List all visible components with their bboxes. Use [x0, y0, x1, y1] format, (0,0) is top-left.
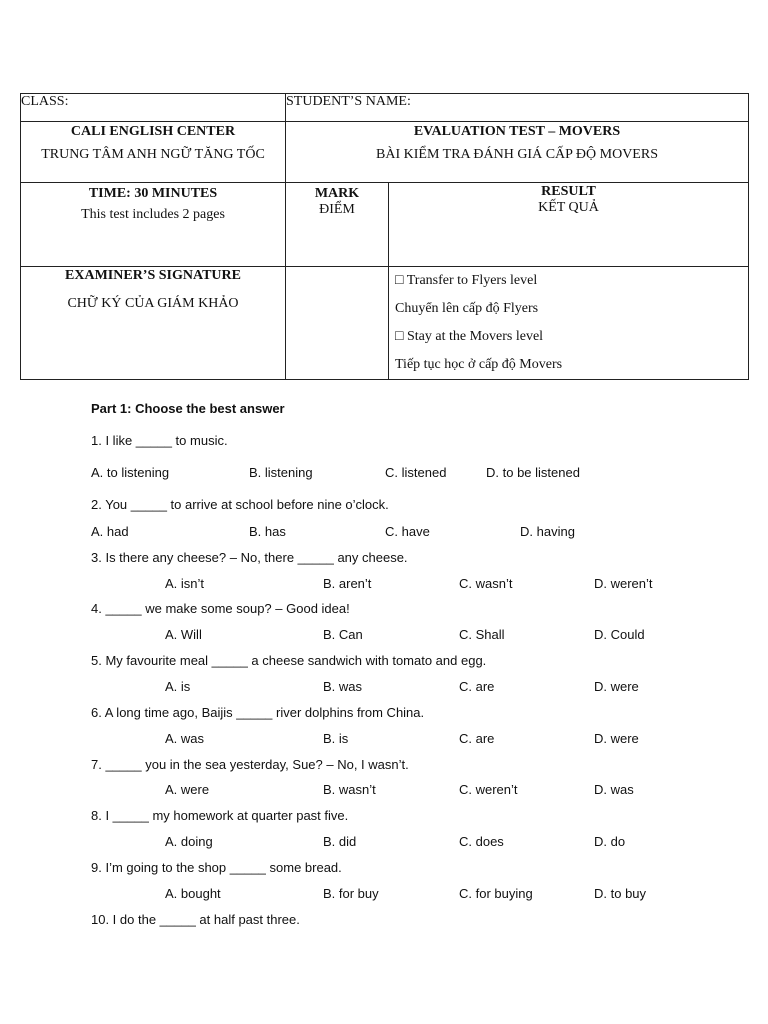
- result-cell: [389, 183, 749, 267]
- student-name-label: STUDENT’S NAME:: [286, 94, 411, 109]
- question-7: 7. _____ you in the sea yesterday, Sue? – No, I wasn’t.: [91, 757, 409, 772]
- q8-option-d[interactable]: D. do: [594, 834, 626, 849]
- q3-option-b[interactable]: B. aren’t: [323, 576, 372, 591]
- center-cell: [21, 122, 286, 183]
- q6-option-b[interactable]: B. is: [323, 731, 349, 746]
- time-limit: TIME: 30 MINUTES: [88, 186, 218, 201]
- result-options-cell: [389, 267, 749, 380]
- q1-option-c[interactable]: C. listened: [385, 465, 447, 480]
- mark-cell: [286, 183, 389, 267]
- question-6: 6. A long time ago, Baijis _____ river dolphins from China.: [91, 705, 425, 720]
- test-title-vi: BÀI KIỂM TRA ĐÁNH GIÁ CẤP ĐỘ MOVERS: [376, 147, 658, 162]
- time-cell: [21, 183, 286, 267]
- mark-label-en: MARK: [314, 186, 360, 201]
- question-9: 9. I’m going to the shop _____ some bread.: [91, 860, 342, 875]
- checkbox-icon: □: [395, 329, 404, 344]
- q5-option-b[interactable]: B. was: [323, 679, 363, 694]
- question-8: 8. I _____ my homework at quarter past five.: [91, 808, 349, 823]
- mark-label-vi: ĐIỂM: [319, 202, 355, 217]
- examiner-cell: [21, 267, 286, 380]
- question-3: 3. Is there any cheese? – No, there _____ any cheese.: [91, 550, 408, 565]
- option-transfer-vi: Chuyển lên cấp độ Flyers: [395, 301, 539, 316]
- question-10: 10. I do the _____ at half past three.: [91, 912, 300, 927]
- option-stay-vi: Tiếp tục học ở cấp độ Movers: [395, 357, 563, 372]
- q5-option-d[interactable]: D. were: [594, 679, 639, 694]
- result-label-vi: KẾT QUẢ: [538, 200, 599, 215]
- test-title-cell: [286, 122, 749, 183]
- q7-option-d[interactable]: D. was: [594, 782, 634, 797]
- question-5: 5. My favourite meal _____ a cheese sandwich with tomato and egg.: [91, 653, 487, 668]
- q9-option-d[interactable]: D. to buy: [594, 886, 647, 901]
- q6-option-d[interactable]: D. were: [594, 731, 639, 746]
- q7-option-a[interactable]: A. were: [165, 782, 210, 797]
- q8-option-c[interactable]: C. does: [459, 834, 504, 849]
- q3-option-a[interactable]: A. isn’t: [165, 576, 205, 591]
- q3-option-d[interactable]: D. weren’t: [594, 576, 653, 591]
- q7-option-c[interactable]: C. weren’t: [459, 782, 518, 797]
- q1-option-d[interactable]: D. to be listened: [486, 465, 580, 480]
- examiner-label-vi: CHỮ KÝ CỦA GIÁM KHẢO: [67, 296, 239, 311]
- q6-option-a[interactable]: A. was: [165, 731, 205, 746]
- q5-option-a[interactable]: A. is: [165, 679, 191, 694]
- q9-option-c[interactable]: C. for buying: [459, 886, 533, 901]
- q4-option-a[interactable]: A. Will: [165, 627, 202, 642]
- option-stay-en: Stay at the Movers level: [403, 329, 544, 344]
- test-title-en: EVALUATION TEST – MOVERS: [413, 124, 621, 139]
- option-transfer-en: Transfer to Flyers level: [403, 273, 538, 288]
- class-cell: [21, 94, 286, 122]
- student-name-cell: [286, 94, 749, 122]
- examiner-label-en: EXAMINER’S SIGNATURE: [65, 268, 241, 283]
- q7-option-b[interactable]: B. wasn’t: [323, 782, 376, 797]
- q5-option-c[interactable]: C. are: [459, 679, 495, 694]
- q8-option-b[interactable]: B. did: [323, 834, 357, 849]
- q4-option-b[interactable]: B. Can: [323, 627, 363, 642]
- q9-option-a[interactable]: A. bought: [165, 886, 221, 901]
- q3-option-c[interactable]: C. wasn’t: [459, 576, 513, 591]
- part-title: Part 1: Choose the best answer: [91, 401, 285, 416]
- question-4: 4. _____ we make some soup? – Good idea!: [91, 601, 350, 616]
- checkbox-icon: □: [395, 273, 404, 288]
- q8-option-a[interactable]: A. doing: [165, 834, 213, 849]
- option-stay[interactable]: [395, 323, 742, 351]
- q2-option-a[interactable]: A. had: [91, 524, 129, 539]
- q2-option-c[interactable]: C. have: [385, 524, 430, 539]
- examiner-signature-cell: [286, 267, 389, 380]
- q1-option-a[interactable]: A. to listening: [91, 465, 170, 480]
- q4-option-c[interactable]: C. Shall: [459, 627, 505, 642]
- header-table: [20, 93, 749, 380]
- q6-option-c[interactable]: C. are: [459, 731, 495, 746]
- q2-option-b[interactable]: B. has: [249, 524, 286, 539]
- question-2: 2. You _____ to arrive at school before nine o’clock.: [91, 497, 389, 512]
- center-name-vi: TRUNG TÂM ANH NGỮ TĂNG TỐC: [41, 147, 265, 162]
- result-label-en: RESULT: [541, 184, 596, 199]
- pages-note: This test includes 2 pages: [81, 207, 225, 222]
- class-label: CLASS:: [21, 94, 69, 109]
- question-1: 1. I like _____ to music.: [91, 433, 228, 448]
- q2-option-d[interactable]: D. having: [520, 524, 575, 539]
- q1-option-b[interactable]: B. listening: [249, 465, 313, 480]
- center-name-en: CALI ENGLISH CENTER: [70, 124, 236, 139]
- q4-option-d[interactable]: D. Could: [594, 627, 645, 642]
- q9-option-b[interactable]: B. for buy: [323, 886, 379, 901]
- option-transfer[interactable]: [395, 267, 742, 295]
